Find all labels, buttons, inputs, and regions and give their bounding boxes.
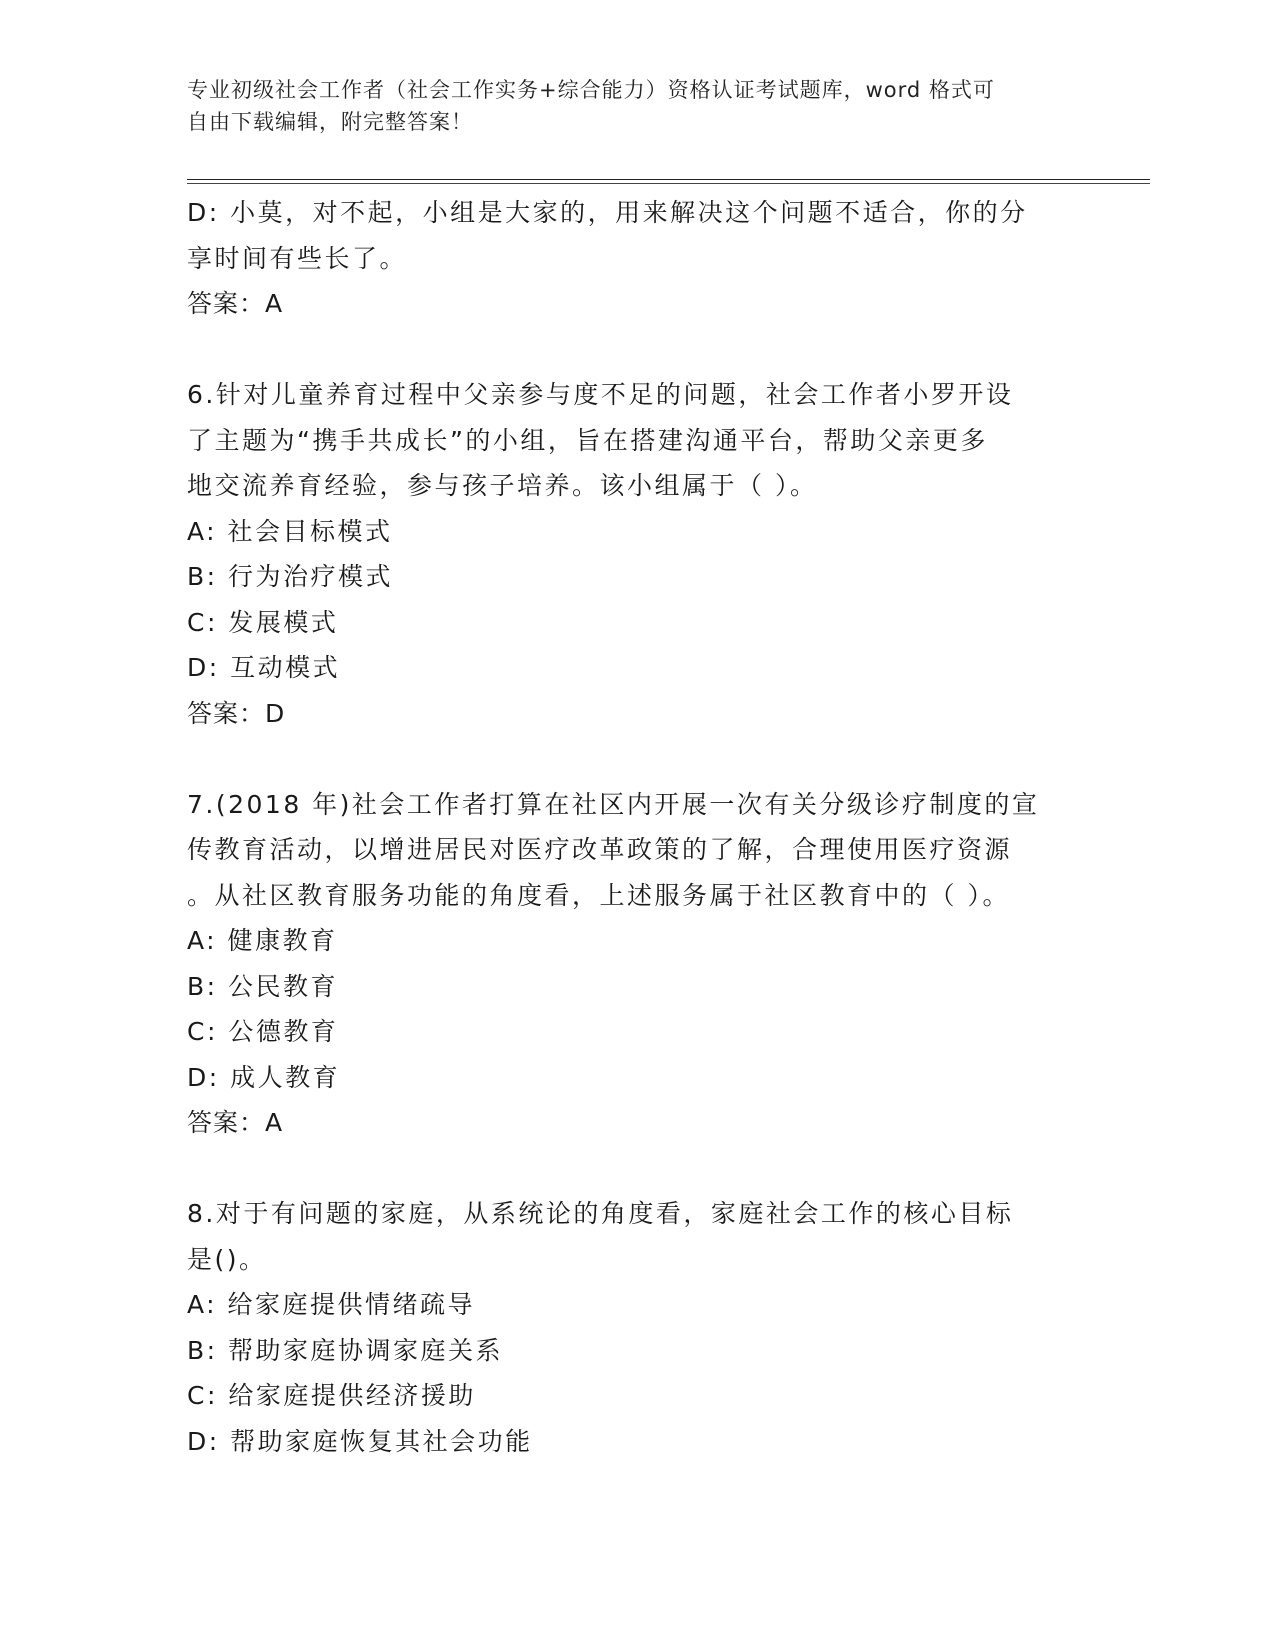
option-a: A: 健康教育 [187,926,338,955]
option-d: D: 帮助家庭恢复其社会功能 [187,1426,533,1456]
document-header [187,74,1087,138]
question-5-tail [187,190,1087,327]
question-stem: 传教育活动，以增进居民对医疗改革政策的了解，合理使用医疗资源 [187,835,1013,864]
question-content [187,190,1087,1464]
option-a: A: 给家庭提供情绪疏导 [187,1290,476,1319]
option-c: C: 给家庭提供经济援助 [187,1381,476,1410]
question-stem: 8.对于有问题的家庭，从系统论的角度看，家庭社会工作的核心目标 [187,1199,1014,1228]
answer-label: 答案：A [187,1108,284,1137]
header-line-1: 专业初级社会工作者（社会工作实务+综合能力）资格认证考试题库，word 格式可 [187,78,995,102]
header-rule-thin [187,183,1150,184]
question-6 [187,372,1087,736]
answer-label: 答案：A [187,289,284,318]
option-b: B: 公民教育 [187,971,339,1001]
question-stem: 了主题为“携手共成长”的小组，旨在搭建沟通平台，帮助父亲更多 [187,425,988,455]
question-stem: 。从社区教育服务功能的角度看，上述服务属于社区教育中的（ ）。 [187,880,1010,910]
question-7 [187,782,1087,1146]
question-stem: 是()。 [187,1244,267,1274]
spacer [187,1146,1087,1192]
option-d: D: 互动模式 [187,653,341,682]
option-c: C: 公德教育 [187,1017,339,1046]
question-stem: 地交流养育经验，参与孩子培养。该小组属于（ ）。 [187,471,818,500]
question-stem: 7.(2018 年)社会工作者打算在社区内开展一次有关分级诊疗制度的宣 [187,789,1040,819]
option-a: A: 社会目标模式 [187,516,393,546]
option-b: B: 帮助家庭协调家庭关系 [187,1335,504,1365]
option-d: D: 成人教育 [187,1062,341,1092]
option-d: D: 小莫，对不起，小组是大家的，用来解决这个问题不适合，你的分 [187,198,1028,227]
answer-label: 答案：D [187,698,286,728]
question-stem: 6.针对儿童养育过程中父亲参与度不足的问题，社会工作者小罗开设 [187,380,1014,409]
header-rule-thick [187,179,1150,180]
spacer [187,736,1087,782]
spacer [187,327,1087,373]
question-8 [187,1191,1087,1464]
option-b: B: 行为治疗模式 [187,562,394,591]
header-line-2: 自由下载编辑，附完整答案！ [187,110,473,134]
option-c: C: 发展模式 [187,607,339,637]
option-d-continued: 享时间有些长了。 [187,243,408,273]
